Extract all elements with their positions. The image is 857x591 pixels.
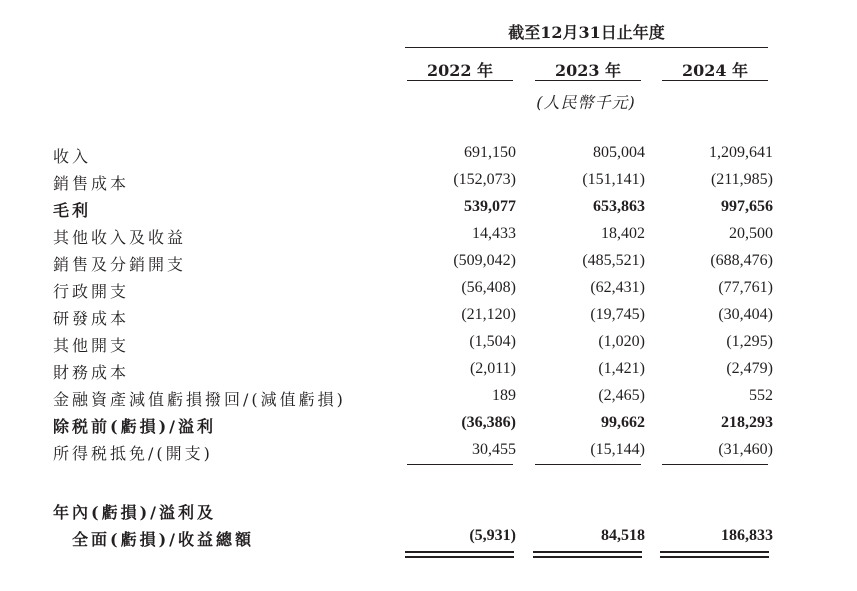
row-value-2023: (1,421)	[598, 360, 645, 377]
row-value-2022: 691,150	[464, 144, 516, 161]
row-value-2024: (1,295)	[726, 333, 773, 350]
row-value-2024: (31,460)	[718, 441, 773, 458]
total-double-rule-2024-top	[660, 551, 769, 553]
year-header-2022: 2022 年	[426, 61, 494, 80]
row-value-2022: (56,408)	[461, 279, 516, 296]
row-label: 所得税抵免/(開支)	[53, 444, 213, 463]
year-header-2023: 2023 年	[554, 61, 622, 80]
row-label: 銷售及分銷開支	[53, 255, 187, 274]
row-value-2024: 20,500	[729, 225, 773, 242]
row-value-2024: 218,293	[721, 414, 773, 431]
row-value-2023: 805,004	[593, 144, 645, 161]
total-double-rule-2023-bottom	[533, 556, 642, 558]
row-label: 除税前(虧損)/溢利	[53, 417, 216, 436]
row-value-2024: 997,656	[721, 198, 773, 215]
row-value-2024: (77,761)	[718, 279, 773, 296]
row-value-2023: (485,521)	[582, 252, 645, 269]
row-value-2023: (62,431)	[590, 279, 645, 296]
total-value-2024: 186,833	[721, 527, 773, 544]
row-value-2022: (2,011)	[469, 360, 516, 377]
row-value-2022: (21,120)	[461, 306, 516, 323]
row-value-2024: (211,985)	[710, 171, 773, 188]
total-double-rule-2022-bottom	[405, 556, 514, 558]
total-label-line1: 年內(虧損)/溢利及	[53, 503, 216, 522]
row-value-2022: 539,077	[464, 198, 516, 215]
row-value-2023: (15,144)	[590, 441, 645, 458]
row-value-2023: 99,662	[601, 414, 645, 431]
total-double-rule-2023-top	[533, 551, 642, 553]
row-value-2024: (2,479)	[726, 360, 773, 377]
row-label: 財務成本	[53, 363, 130, 382]
total-double-rule-2022-top	[405, 551, 514, 553]
row-value-2024: (688,476)	[710, 252, 773, 269]
row-value-2023: (151,141)	[582, 171, 645, 188]
year-rule-2022	[407, 80, 513, 81]
row-value-2023: (2,465)	[598, 387, 645, 404]
period-header-rule	[405, 47, 768, 48]
total-label-line2: 全面(虧損)/收益總額	[72, 530, 254, 549]
row-value-2022: (152,073)	[453, 171, 516, 188]
subtotal-rule-2024	[662, 464, 768, 465]
row-label: 其他開支	[53, 336, 130, 355]
row-value-2024: 552	[749, 387, 773, 404]
subtotal-rule-2023	[535, 464, 641, 465]
subtotal-rule-2022	[407, 464, 513, 465]
row-label: 行政開支	[53, 282, 130, 301]
row-value-2022: 189	[492, 387, 516, 404]
row-value-2024: 1,209,641	[709, 144, 773, 161]
row-value-2023: 18,402	[601, 225, 645, 242]
row-value-2022: (509,042)	[453, 252, 516, 269]
row-label: 銷售成本	[53, 174, 130, 193]
row-value-2022: (36,386)	[461, 414, 516, 431]
row-value-2022: 30,455	[472, 441, 516, 458]
total-value-2022: (5,931)	[469, 527, 516, 544]
row-label: 研發成本	[53, 309, 130, 328]
row-label: 毛利	[53, 201, 92, 220]
year-rule-2023	[535, 80, 641, 81]
year-header-2024: 2024 年	[681, 61, 749, 80]
row-value-2023: 653,863	[593, 198, 645, 215]
total-double-rule-2024-bottom	[660, 556, 769, 558]
row-value-2023: (1,020)	[598, 333, 645, 350]
row-label: 收入	[53, 147, 92, 166]
period-header: 截至12月31日止年度	[508, 23, 665, 42]
row-label: 金融資產減值虧損撥回/(減值虧損)	[53, 390, 346, 409]
row-label: 其他收入及收益	[53, 228, 187, 247]
row-value-2022: 14,433	[472, 225, 516, 242]
total-value-2023: 84,518	[601, 527, 645, 544]
row-value-2022: (1,504)	[469, 333, 516, 350]
row-value-2024: (30,404)	[718, 306, 773, 323]
year-rule-2024	[662, 80, 768, 81]
row-value-2023: (19,745)	[590, 306, 645, 323]
currency-unit: (人民幣千元)	[536, 93, 636, 112]
